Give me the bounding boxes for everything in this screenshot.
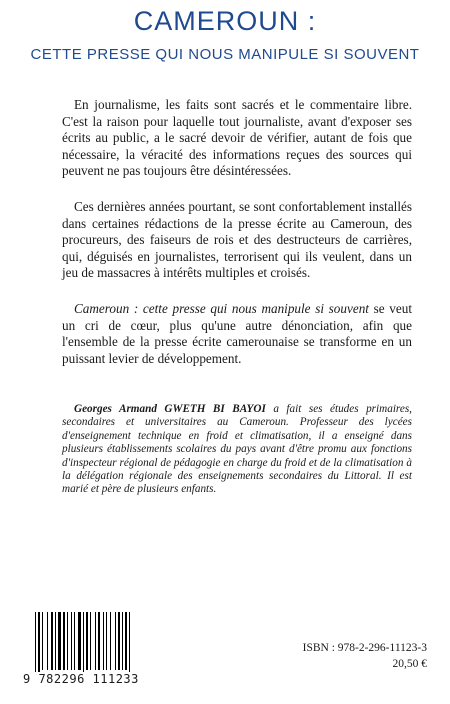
author-bio-text: a fait ses études primaires, secondaires et universitaires au Cameroun. Professeur des lycées d'enseignement technique en froid et climatisation, il a enseigné dans plusieurs établissements scolaires du pays avant d'être promu aux fonctions d'inspecteur régional de pédagogie en charge du froid et de la climatisation à la délégation régionale des enseignements secondaires du Littoral. Il est marié et père de plusieurs enfants. bbox=[62, 403, 412, 496]
author-name: Georges Armand GWETH BI BAYOI bbox=[74, 403, 266, 415]
isbn-block bbox=[303, 640, 427, 672]
paragraph-3-text: se veut un cri de cœur, plus qu'une autre dénonciation, afin que l'ensemble de la presse écrite camerounaise se transforme en un puissant levier de développement. bbox=[62, 300, 412, 366]
isbn-number: ISBN : 978-2-296-11123-3 bbox=[302, 642, 427, 654]
paragraph-2: Ces dernières années pourtant, se sont confortablement installés dans certaines rédactions de la presse écrite au Cameroun, des procureurs, des faiseurs de rois et des destructeurs de carrières, qui, déguisés en journalistes, terrorisent qui ils veulent, dans un jeu de massacres à intérêts multiples et croisés. bbox=[62, 198, 412, 281]
paragraph-1: En journalisme, les faits sont sacrés et le commentaire libre. C'est la raison pour laquelle tout journaliste, avant d'exposer ses écrits au public, a le sacré devoir de vérifier, autant de fois que nécessaire, la véracité des informations reçues des sources qui peuvent ne pas toujours être désintéressées. bbox=[62, 97, 412, 179]
price: 20,50 € bbox=[392, 658, 427, 670]
paragraph-3-title: Cameroun : cette presse qui nous manipule si souvent bbox=[74, 300, 369, 316]
paragraph-3 bbox=[62, 301, 412, 367]
barcode-digits: 9 782296 111233 bbox=[23, 672, 161, 686]
back-cover-text bbox=[62, 97, 412, 367]
book-title: CAMEROUN : bbox=[133, 6, 317, 36]
book-subtitle: CETTE PRESSE QUI NOUS MANIPULE SI SOUVENT bbox=[30, 46, 420, 63]
author-bio bbox=[62, 403, 412, 497]
